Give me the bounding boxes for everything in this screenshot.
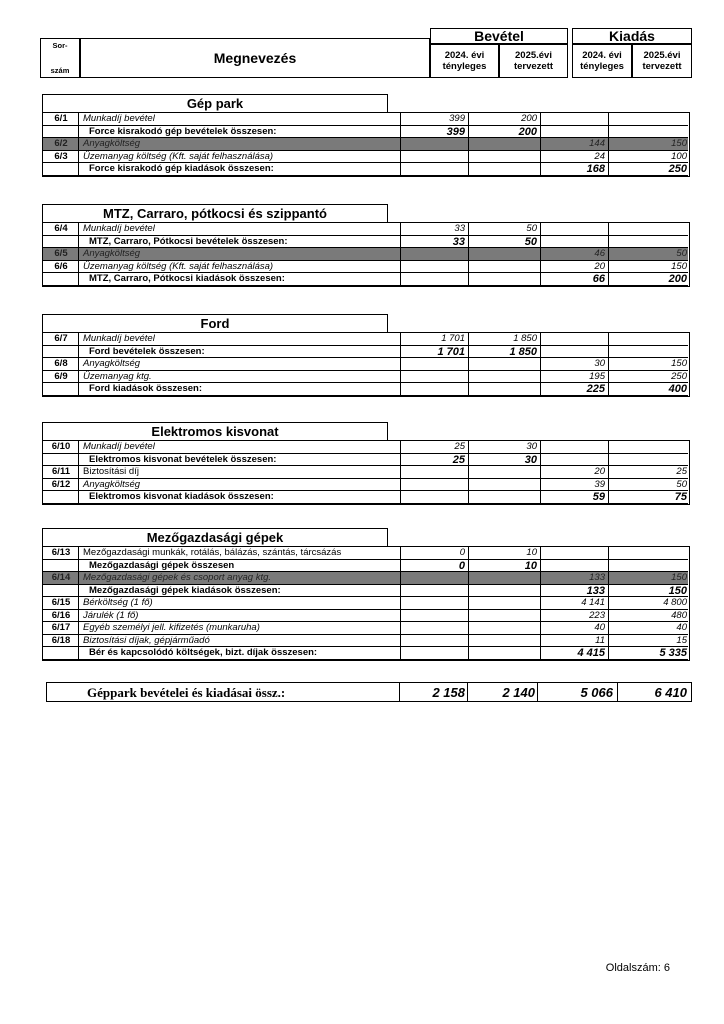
row-label: MTZ, Carraro, Pótkocsi bevételek összesen: [89, 235, 288, 247]
row-label: Biztosítási díjak, gépjárműadó [83, 634, 210, 646]
table-header [40, 28, 692, 78]
value-k24: 30 [594, 358, 605, 369]
table-row [43, 371, 688, 384]
grand-total-label: Géppark bevételei és kiadásai össz.: [87, 685, 286, 700]
row-label: Üzemanyag költség (Kft. saját felhasználása) [83, 260, 274, 272]
row-number: 6/8 [54, 358, 68, 369]
row-label: Munkadíj bevétel [83, 333, 155, 344]
row-label: Járulék (1 fő) [83, 609, 139, 621]
value-k24: 59 [592, 491, 605, 503]
section-title: Elektromos kisvonat [42, 422, 388, 440]
row-label: Force kisrakodó gép kiadások összesen: [89, 163, 274, 174]
row-label: Munkadíj bevétel [83, 113, 155, 124]
subtotal-row [43, 163, 688, 176]
value-k24: 20 [594, 466, 605, 477]
value-b24: 25 [454, 441, 465, 452]
value-k24: 223 [589, 609, 605, 621]
row-label: Mezőgazdasági gépek kiadások összesen: [89, 584, 281, 596]
value-k25: 100 [671, 150, 687, 162]
value-k24: 144 [589, 138, 605, 149]
table-row [43, 610, 688, 623]
value-k24: 24 [594, 150, 605, 162]
row-number: 6/7 [54, 333, 68, 344]
value-k25: 15 [676, 634, 687, 646]
value-k25: 75 [674, 491, 687, 503]
row-number: 6/18 [51, 634, 71, 646]
table-row [43, 572, 688, 585]
table-row [43, 597, 688, 610]
table-row [43, 622, 688, 635]
sorszam-header [40, 38, 80, 78]
grand-total-k24: 5 066 [580, 685, 613, 700]
col-2024-line2: tényleges [580, 61, 624, 72]
table-row [43, 248, 688, 261]
row-label: Mezőgazdasági munkák, rotálás, bálázás, szántás, tárcsázás [83, 547, 342, 558]
value-k24: 11 [595, 634, 605, 646]
value-b25: 50 [524, 235, 537, 248]
row-label: Ford kiadások összesen: [89, 383, 202, 394]
value-k25: 400 [668, 383, 687, 395]
section-title: MTZ, Carraro, pótkocsi és szippantó [42, 204, 388, 222]
value-k24: 195 [589, 370, 605, 382]
value-k25: 150 [671, 358, 687, 369]
grand-total-row [46, 682, 692, 702]
value-k24: 168 [586, 163, 605, 175]
row-label: Munkadíj bevétel [83, 223, 155, 234]
value-b24: 1 701 [441, 333, 465, 344]
value-b25: 30 [526, 441, 537, 452]
col-2024-line2: tényleges [442, 61, 487, 72]
bevetel-header: Bevétel [430, 28, 568, 44]
value-k24: 225 [586, 383, 605, 395]
row-number: 6/6 [54, 260, 68, 272]
row-label: Ford bevételek összesen: [89, 345, 205, 357]
subtotal-row [43, 560, 688, 573]
subtotal-row [43, 126, 688, 139]
table-row [43, 113, 688, 126]
col-2025-line2: tervezett [642, 61, 682, 72]
value-k24: 66 [592, 273, 605, 285]
value-k25: 4 800 [663, 597, 687, 608]
sorszam-bottom: szám [50, 66, 70, 75]
row-number: 6/3 [54, 150, 68, 162]
table-row [43, 223, 688, 236]
value-k25: 480 [671, 609, 687, 621]
table-row [43, 635, 688, 648]
col-2024-line1: 2024. évi [582, 50, 622, 61]
value-b24: 399 [449, 113, 465, 124]
subtotal-row [43, 491, 688, 504]
value-k25: 150 [671, 138, 687, 149]
value-b25: 50 [526, 223, 537, 234]
value-b24: 0 [458, 559, 465, 572]
row-label: Egyéb személyi jell. kifizetés (munkaruha) [83, 622, 260, 633]
subtotal-row [43, 383, 688, 396]
row-number: 6/14 [51, 572, 71, 583]
row-label: MTZ, Carraro, Pótkocsi kiadások összesen: [89, 273, 285, 284]
value-k25: 50 [676, 478, 687, 490]
kiadas-2024-header [572, 44, 632, 78]
value-b25: 200 [518, 125, 537, 138]
row-label: Bérköltség (1 fő) [83, 597, 153, 608]
value-k25: 150 [671, 572, 687, 583]
row-number: 6/1 [54, 113, 68, 124]
col-2025-line2: tervezett [513, 61, 554, 72]
row-number: 6/4 [54, 223, 68, 234]
row-number: 6/11 [52, 466, 70, 477]
row-label: Elektromos kisvonat bevételek összesen: [89, 453, 277, 465]
table-row [43, 261, 688, 274]
bevetel-2024-header [430, 44, 499, 78]
sorszam-top: Sor- [52, 41, 68, 50]
row-label: Üzemanyag költség (Kft. saját felhasználása) [83, 150, 274, 162]
table-row [43, 547, 688, 560]
value-k25: 40 [676, 622, 687, 633]
row-number: 6/9 [54, 370, 68, 382]
row-label: Anyagköltség [83, 248, 141, 259]
value-k24: 4 141 [581, 597, 605, 608]
table-row [43, 441, 688, 454]
subtotal-row [43, 647, 688, 660]
row-label: Mezőgazdasági gépek összesen [89, 559, 235, 571]
row-number: 6/10 [51, 441, 71, 452]
value-b24: 33 [454, 223, 465, 234]
row-number: 6/17 [51, 622, 71, 633]
value-b25: 10 [526, 547, 537, 558]
value-b25: 10 [524, 559, 537, 572]
value-b25: 1 850 [509, 345, 537, 358]
row-number: 6/13 [51, 547, 71, 558]
value-k25: 200 [668, 273, 687, 285]
value-k24: 46 [594, 248, 605, 259]
value-b24: 399 [446, 125, 465, 138]
value-k25: 150 [668, 584, 687, 597]
row-number: 6/2 [54, 138, 68, 149]
grand-total-b24: 2 158 [432, 685, 465, 700]
value-b24: 0 [459, 547, 465, 558]
col-2024-line1: 2024. évi [444, 50, 485, 61]
subtotal-row [43, 454, 688, 467]
value-k24: 20 [594, 260, 605, 272]
row-label: Bér és kapcsolódó költségek, bizt. díjak összesen: [89, 647, 318, 658]
value-k24: 4 415 [577, 647, 605, 659]
value-k25: 250 [671, 370, 687, 382]
value-k24: 39 [594, 478, 605, 490]
megnevezes-header: Megnevezés [80, 38, 430, 78]
table-row [43, 358, 688, 371]
row-label: Biztosítási díj [83, 466, 139, 477]
row-number: 6/12 [51, 478, 71, 490]
value-k24: 133 [589, 572, 605, 583]
subtotal-row [43, 273, 688, 286]
row-number: 6/15 [51, 597, 71, 608]
table-row [43, 479, 688, 492]
value-b25: 30 [524, 453, 537, 466]
bevetel-2025-header [499, 44, 568, 78]
value-k25: 50 [676, 248, 687, 259]
grand-total-k25: 6 410 [654, 685, 687, 700]
row-label: Elektromos kisvonat kiadások összesen: [89, 491, 274, 502]
value-k24: 40 [594, 622, 605, 633]
row-number: 6/16 [51, 609, 71, 621]
value-b25: 200 [521, 113, 537, 124]
value-k25: 250 [668, 163, 687, 175]
kiadas-2025-header [632, 44, 692, 78]
kiadas-header: Kiadás [572, 28, 692, 44]
subtotal-row [43, 346, 688, 359]
section-title: Gép park [42, 94, 388, 112]
row-label: Üzemanyag ktg. [83, 370, 152, 382]
value-k25: 25 [676, 466, 687, 477]
value-k25: 5 335 [659, 647, 687, 659]
value-b24: 1 701 [437, 345, 465, 358]
value-b25: 1 850 [513, 333, 537, 344]
value-b24: 33 [452, 235, 465, 248]
value-k24: 133 [586, 584, 605, 597]
table-row [43, 138, 688, 151]
subtotal-row [43, 236, 688, 249]
page-number: Oldalszám: 6 [605, 962, 670, 974]
row-number: 6/5 [54, 248, 68, 259]
subtotal-row [43, 585, 688, 598]
value-k25: 150 [671, 260, 687, 272]
value-b24: 25 [452, 453, 465, 466]
row-label: Mezőgazdasági gépek és csoport anyag ktg. [83, 572, 272, 583]
row-label: Force kisrakodó gép bevételek összesen: [89, 125, 277, 137]
section-title: Mezőgazdasági gépek [42, 528, 388, 546]
table-row [43, 466, 688, 479]
col-2025-line1: 2025.évi [515, 50, 552, 61]
row-label: Anyagköltség [83, 478, 141, 490]
row-label: Anyagköltség [83, 138, 141, 149]
table-row [43, 151, 688, 164]
table-row [43, 333, 688, 346]
row-label: Munkadíj bevétel [83, 441, 155, 452]
col-2025-line1: 2025.évi [643, 50, 681, 61]
section-title: Ford [42, 314, 388, 332]
grand-total-b25: 2 140 [502, 685, 535, 700]
row-label: Anyagköltség [83, 358, 141, 369]
